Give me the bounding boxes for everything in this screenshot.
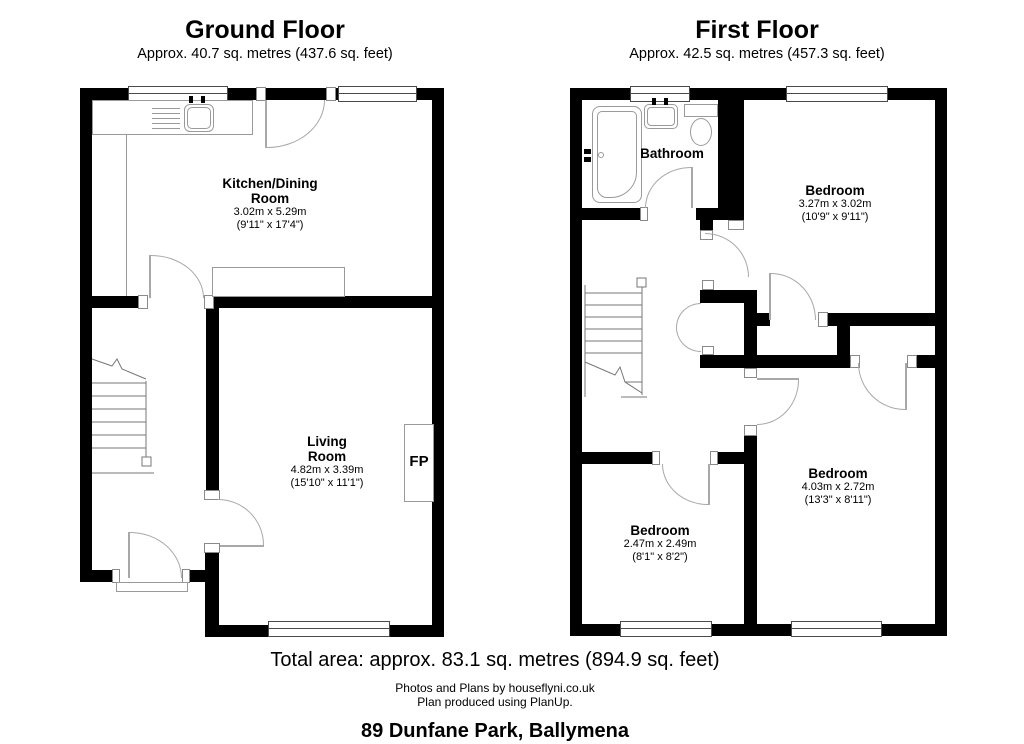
room-label-bedroom1 [765, 183, 905, 224]
door-jamb [702, 280, 714, 290]
wall [718, 452, 744, 464]
drain-icon [598, 152, 604, 158]
door-arc [151, 255, 204, 298]
door-arc [267, 100, 325, 148]
room-dimensions-metric: 3.02m x 5.29m [233, 206, 307, 218]
door-arc [662, 464, 708, 505]
room-label-bathroom [612, 146, 732, 161]
property-address: 89 Dunfane Park, Ballymena [361, 720, 629, 742]
toilet-cistern [684, 104, 718, 117]
room-name: Room [250, 191, 290, 206]
room-dimensions-imperial: (8'1" x 8'2") [632, 551, 688, 563]
plan-footer [0, 648, 990, 743]
window-line [621, 628, 711, 629]
total-area-text: Total area: approx. 83.1 sq. metres (894.9 sq. feet) [270, 649, 720, 671]
drainer-line [152, 123, 180, 124]
door-leaf [708, 464, 710, 505]
archway-arc [676, 303, 701, 352]
door-jamb [326, 87, 336, 101]
room-name: Kitchen/Dining [222, 176, 318, 191]
wall [212, 296, 444, 308]
door-jamb [640, 207, 648, 221]
room-name: Bedroom [630, 523, 690, 538]
door-arc [218, 499, 264, 545]
door-jamb [710, 451, 718, 465]
staircase [92, 355, 156, 481]
first-floor-area: Approx. 42.5 sq. metres (457.3 sq. feet) [629, 46, 885, 62]
window [786, 86, 888, 102]
window [268, 621, 390, 637]
sink-basin [187, 107, 211, 129]
door-jamb [744, 368, 757, 378]
ground-floor-header [80, 16, 450, 63]
room-dimensions-metric: 4.82m x 3.39m [290, 464, 364, 476]
ground-floor-title: Ground Floor [185, 16, 345, 44]
room-dimensions-metric: 4.03m x 2.72m [801, 481, 875, 493]
door-leaf [691, 167, 693, 208]
wall [828, 313, 935, 326]
drainer-line [152, 113, 180, 114]
room-dimensions-imperial: (10'9" x 9'11") [801, 211, 869, 223]
room-dimensions-imperial: (15'10" x 11'1") [290, 477, 364, 489]
wall [582, 452, 652, 464]
tap-icon [584, 149, 591, 154]
room-dimensions-imperial: (13'3" x 8'11") [804, 494, 872, 506]
drainer-line [152, 128, 180, 129]
window [620, 621, 712, 637]
door-jamb [702, 346, 714, 355]
drainer-line [152, 118, 180, 119]
wall [700, 355, 850, 368]
door-jamb [182, 569, 190, 583]
tap-icon [652, 98, 656, 105]
room-name: Bedroom [808, 466, 868, 481]
window [630, 86, 690, 102]
door-jamb [652, 451, 660, 465]
wall [206, 308, 219, 490]
room-dimensions-metric: 2.47m x 2.49m [623, 538, 697, 550]
window-line [269, 628, 389, 629]
first-floor-title: First Floor [695, 16, 819, 44]
door-arc [705, 233, 749, 277]
kitchen-unit-line [126, 134, 127, 296]
window-line [792, 628, 881, 629]
wall [744, 436, 757, 624]
wall [80, 570, 112, 582]
door-arc [645, 167, 691, 208]
credit-line-2: Plan produced using PlanUp. [417, 695, 573, 709]
door-jamb [138, 295, 148, 309]
wall [205, 553, 219, 637]
wall [570, 88, 947, 100]
door-jamb [907, 355, 917, 368]
first-floor-header [570, 16, 944, 63]
wall [917, 355, 935, 368]
basin-inner [647, 107, 675, 126]
toilet-icon [690, 118, 712, 146]
room-label-bedroom2 [768, 466, 908, 507]
wall [80, 88, 92, 582]
fireplace-label: FP [409, 453, 429, 470]
window [338, 86, 417, 102]
door-jamb [744, 425, 757, 436]
room-label-living [257, 434, 397, 490]
tap-icon [189, 96, 193, 103]
tap-icon [664, 98, 668, 105]
door-arc [757, 380, 799, 425]
ground-floor-area: Approx. 40.7 sq. metres (437.6 sq. feet) [137, 46, 393, 62]
door-jamb [818, 312, 828, 327]
tap-icon [201, 96, 205, 103]
staircase [585, 275, 647, 401]
wall [92, 296, 140, 308]
door-jamb [256, 87, 266, 101]
door-leaf [220, 545, 264, 547]
doorstep [116, 582, 188, 592]
credit-line-1: Photos and Plans by houseflyni.co.uk [395, 681, 595, 695]
room-label-bedroom3 [590, 523, 730, 564]
window-line [787, 93, 887, 94]
front-door-arc [130, 532, 182, 578]
window-line [631, 93, 689, 94]
door-arc [771, 273, 816, 320]
room-name: Living [307, 434, 347, 449]
room-name: Bathroom [640, 146, 704, 161]
drainer-line [152, 108, 180, 109]
room-name: Room [307, 449, 347, 464]
wall [837, 326, 850, 355]
dining-table [212, 267, 345, 297]
door-jamb [204, 295, 214, 309]
wall [432, 88, 444, 637]
room-label-kitchen [200, 176, 340, 232]
room-name: Bedroom [805, 183, 865, 198]
tap-icon [584, 157, 591, 162]
room-dimensions-imperial: (9'11" x 17'4") [236, 219, 304, 231]
window-line [339, 93, 416, 94]
wall [570, 88, 582, 636]
wall [744, 296, 757, 368]
room-dimensions-metric: 3.27m x 3.02m [798, 198, 872, 210]
door-jamb [728, 220, 744, 230]
door-jamb [112, 569, 120, 583]
window [791, 621, 882, 637]
wall [935, 88, 947, 636]
door-arc [858, 363, 905, 410]
door-leaf [905, 363, 907, 410]
wall [700, 220, 713, 230]
wall [582, 208, 640, 220]
window-line [129, 93, 227, 94]
